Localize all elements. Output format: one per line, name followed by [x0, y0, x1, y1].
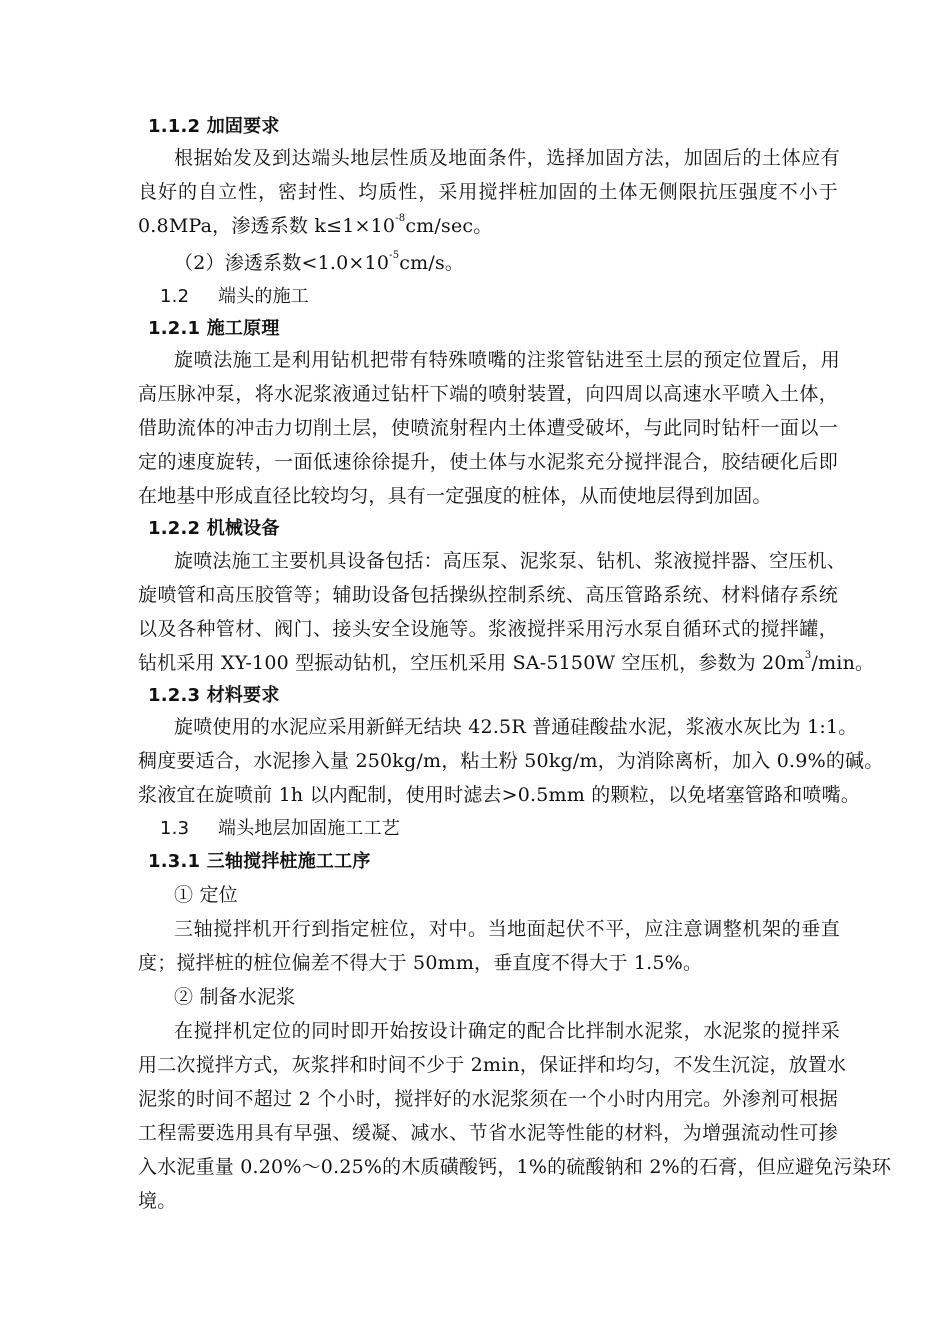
paragraph-line: 旋喷管和高压胶管等；辅助设备包括操纵控制系统、高压管路系统、材料储存系统 — [138, 584, 838, 606]
paragraph-line: 以及各种管材、阀门、接头安全设施等。浆液搅拌采用污水泵自循环式的搅拌罐， — [138, 618, 838, 640]
paragraph-line: 境。 — [138, 1190, 177, 1212]
paragraph-line: 稠度要适合，水泥掺入量 250kg/m，粘土粉 50kg/m，为消除离析，加入 0.9%的碱。 — [138, 750, 884, 772]
heading-1-3: 1.3 端头地层加固施工工艺 — [160, 818, 400, 839]
paragraph-line: 在地基中形成直径比较均匀，具有一定强度的桩体，从而使地层得到加固。 — [138, 485, 772, 507]
paragraph-line: 浆液宜在旋喷前 1h 以内配制，使用时滤去>0.5mm 的颗粒，以免堵塞管路和喷嘴。 — [138, 784, 861, 806]
paragraph-line: 高压脉冲泵，将水泥浆液通过钻杆下端的喷射装置，向四周以高速水平喷入土体， — [138, 383, 838, 405]
heading-1-2: 1.2 端头的施工 — [160, 286, 309, 307]
paragraph-line: 工程需要选用具有早强、缓凝、减水、节省水泥等性能的材料，为增强流动性可掺 — [138, 1122, 838, 1144]
paragraph-line: （2）渗透系数$<1.0\times 10^{-5}cm/s$。 — [174, 250, 465, 274]
paragraph-line: 泥浆的时间不超过 2 个小时，搅拌好的水泥浆须在一个小时内用完。外渗剂可根据 — [138, 1088, 838, 1110]
paragraph-line: 钻机采用 XY-100 型振动钻机，空压机采用 SA-5150W 空压机，参数为 $20m^3/\min$。 — [138, 650, 875, 674]
paragraph-line: 良好的自立性，密封性、均质性，采用搅拌桩加固的土体无侧限抗压强度不小于 — [138, 181, 838, 203]
heading-1-3-1: 1.3.1 三轴搅拌桩施工工序 — [148, 851, 371, 872]
heading-1-2-1: 1.2.1 施工原理 — [148, 318, 280, 339]
paragraph-line: 用二次搅拌方式，灰浆拌和时间不少于 2min，保证拌和均匀，不发生沉淀，放置水 — [138, 1054, 847, 1076]
step-2-label: ② 制备水泥浆 — [174, 986, 296, 1008]
paragraph-line: 0.8MPa，渗透系数 $k\le 1\times 10^{-8}cm/\sec$。 — [138, 213, 493, 237]
paragraph-line: 度；搅拌桩的桩位偏差不得大于 50mm，垂直度不得大于 1.5%。 — [138, 952, 703, 974]
paragraph-line: 根据始发及到达端头地层性质及地面条件，选择加固方法，加固后的土体应有 — [174, 147, 840, 169]
heading-1-2-2: 1.2.2 机械设备 — [148, 518, 280, 539]
paragraph-line: 入水泥重量 0.20%～0.25%的木质磺酸钙，1%的硫酸钠和 2%的石膏，但应避免污染环 — [138, 1156, 892, 1178]
paragraph-line: 在搅拌机定位的同时即开始按设计确定的配合比拌制水泥浆，水泥浆的搅拌采 — [174, 1020, 840, 1042]
paragraph-line: 旋喷使用的水泥应采用新鲜无结块 42.5R 普通硅酸盐水泥，浆液水灰比为 1:1。 — [174, 716, 858, 738]
step-1-label: ① 定位 — [174, 884, 238, 906]
paragraph-line: 旋喷法施工主要机具设备包括：高压泵、泥浆泵、钻机、浆液搅拌器、空压机、 — [174, 550, 847, 572]
paragraph-line: 旋喷法施工是利用钻机把带有特殊喷嘴的注浆管钻进至土层的预定位置后，用 — [174, 349, 840, 371]
paragraph-line: 定的速度旋转，一面低速徐徐提升，使土体与水泥浆充分搅拌混合，胶结硬化后即 — [138, 451, 838, 473]
heading-1-1-2: 1.1.2 加固要求 — [148, 116, 280, 137]
paragraph-line: 三轴搅拌机开行到指定桩位，对中。当地面起伏不平，应注意调整机架的垂直 — [174, 918, 840, 940]
paragraph-line: 借助流体的冲击力切削土层，使喷流射程内土体遭受破坏，与此同时钻杆一面以一 — [138, 417, 838, 439]
heading-1-2-3: 1.2.3 材料要求 — [148, 685, 280, 706]
